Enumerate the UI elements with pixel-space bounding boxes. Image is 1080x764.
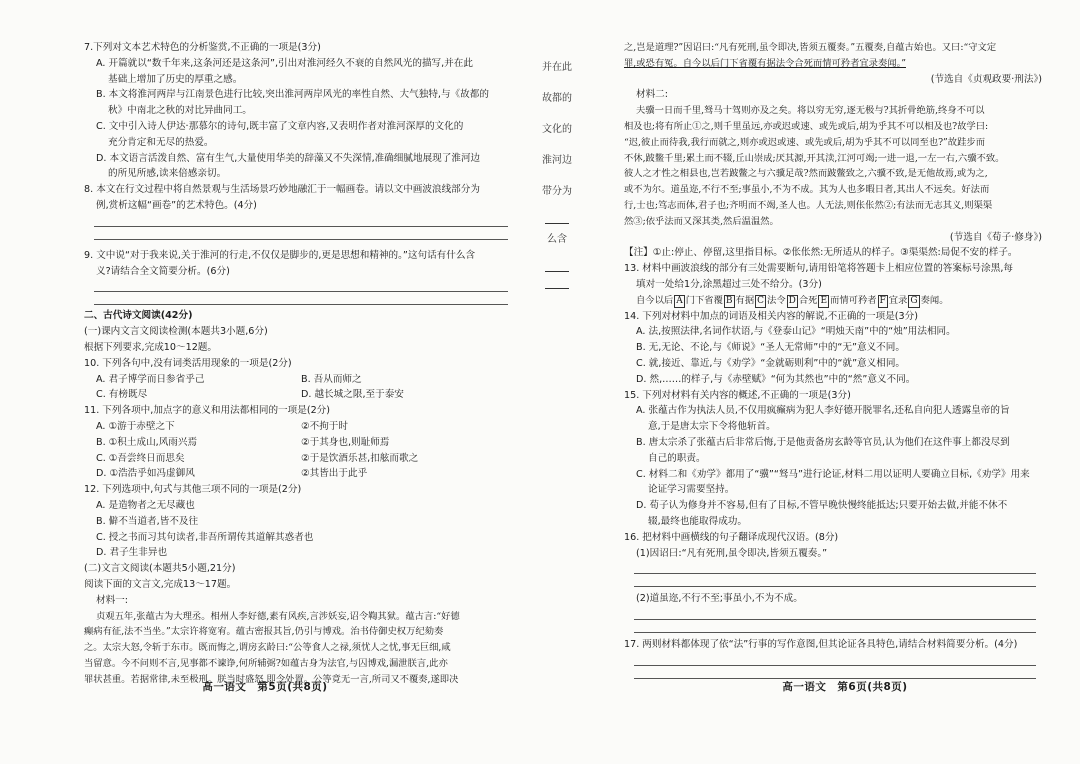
passage-line: 行,士也;笃志而体,君子也;齐明而不竭,圣人也。人无法,则伥伥然②;有法而无志其义,则渠渠 [624,199,993,211]
passage-line: “迟,彼止而待我,我行而就之,则亦或迟或速、或先或后,胡为乎其不可以同至也?”故跬步而 [624,136,985,148]
q11-option-c-2: ②于是饮酒乐甚,扣舷而歌之 [301,452,419,464]
q15-option-d: D. 荀子认为修身并不容易,但有了目标,不管早晚快慢终能抵达;只要开始去做,并能不休不 [636,500,1008,512]
margin-fragment: 淮河边 [542,155,572,166]
margin-line [545,217,569,224]
passage-line: 相及也;将有所止①之,则千里虽远,亦或迟或速、或先或后,胡为乎其不可以相及也?故学曰: [624,120,989,132]
q15-option-c-cont: 论证学习需要坚持。 [648,484,735,496]
passage-line: 之,岂是道理?”因诏曰:“凡有死刑,虽令即决,皆须五覆奏。”五覆奏,自蕴古始也。又曰:“守文定 [624,42,997,53]
segment-text: 奏闻。 [920,294,949,306]
passage-line: 罪状甚重。若据常律,未至极刑。朕当时盛怒,即令处置。公等竟无一言,所司又不覆奏,遂即决 [84,673,459,685]
q10-options-row [84,372,514,388]
q15-stem: 15. 下列对材料有关内容的概述,不正确的一项是(3分) [624,389,851,401]
q7-option-b: B. 本文将淮河两岸与江南景色进行比较,突出淮河两岸风光的率性自然、大气独特,与《故都的 [96,89,489,101]
q15-option-b: B. 唐太宗杀了张蕴古后非常后悔,于是他责备房玄龄等官员,认为他们在这件事上都没尽到 [636,436,1010,448]
q13-sentence [624,293,1042,309]
left-page [0,0,530,764]
q13-stem-cont: 填对一处给1分,涂黑超过三处不给分。(3分) [636,278,822,290]
q11-option-b-1: B. ①积土成山,风雨兴焉 [96,436,198,448]
q14-option-a: A. 法,按照法律,名词作状语,与《登泰山记》“明烛天南”中的“烛”用法相同。 [636,326,956,338]
q8-stem: 8. 本文在行文过程中将自然景观与生活场景巧妙地融汇于一幅画卷。请以文中画波浪线部分为 [84,184,480,196]
answer-line[interactable] [94,292,508,305]
q7-option-c-cont: 充分肯定和无尽的热爱。 [108,136,214,148]
source-citation: (节选自《贞观政要·刑法》) [930,73,1042,85]
break-option-b[interactable]: B [725,295,733,306]
q17-stem: 17. 两则材料都体现了依“法”行事的写作意图,但其论证各具特色,请结合材料简要分析。(4分) [624,639,1018,651]
q14-option-c: C. 就,接近、靠近,与《劝学》“金就砺则利”中的“就”意义相同。 [636,357,906,369]
q11-option-d-1: D. ①浩浩乎如冯虚御风 [96,468,195,480]
page-footer: 高一语文 第5页(共8页) [202,681,328,694]
q10-option-a: A. 君子博学而日参省乎己 [96,373,205,385]
q12-option-c: C. 授之书而习其句读者,非吾所谓传其道解其惑者也 [96,531,314,543]
q12-option-a: A. 是造物者之无尽藏也 [96,499,195,511]
q8-stem-cont: 例,赏析这幅“画卷”的艺术特色。(4分) [96,199,257,211]
instructions: 根据下列要求,完成10～12题。 [84,341,217,353]
q11-options-row [84,435,514,451]
q15-option-c: C. 材料二和《劝学》都用了“骥”“驽马”进行论证,材料二用以证明人要确立目标,《劝学》用来 [636,468,1030,480]
break-option-d[interactable]: D [788,295,796,306]
segment-text: 宜录 [888,294,908,306]
instructions: 阅读下面的文言文,完成13～17题。 [84,578,237,590]
margin-fragment: 带分为 [542,186,572,197]
material-1-title: 材料一: [96,594,129,606]
answer-line[interactable] [94,227,508,240]
passage-line: 之。太宗大怒,令斩于东市。既而悔之,谓房玄龄曰:“公等食人之禄,须忧人之忧,事无巨细,咸 [84,642,451,654]
subsection-title: (一)课内文言文阅读检测(本题共3小题,6分) [84,326,268,338]
q7-option-a-cont: 基础上增加了历史的厚重之感。 [108,73,243,85]
q10-stem: 10. 下列各句中,没有词类活用现象的一项是(2分) [84,357,292,369]
q12-option-b: B. 僻不当道者,皆不及往 [96,515,199,527]
answer-line[interactable] [94,279,508,292]
segment-text: 合死 [798,294,818,306]
q10-option-c: C. 有榜既尽 [96,389,148,401]
q9-stem-cont: 义?请结合全文简要分析。(6分) [96,265,230,277]
q10-option-d: D. 越长城之限,至于泰安 [301,389,404,401]
answer-line[interactable] [634,653,1036,666]
q7-option-c: C. 文中引入诗人伊达·那慕尔的诗句,既丰富了文章内容,又表明作者对淮河深厚的文化的 [96,120,464,132]
q15-option-a-cont: 意,于是唐太宗下令将他斩首。 [648,421,776,433]
break-option-c[interactable]: C [757,295,765,306]
segment-text: 有据 [735,294,755,306]
material-2-title: 材料二: [636,89,669,101]
passage-line: 贞观五年,张蕴古为大理丞。相州人李好德,素有风疾,言涉妖妄,诏令鞫其狱。蕴古言:“好德 [96,610,460,622]
margin-fragment: 么含 [547,234,567,245]
q11-option-c-1: C. ①吾尝终日而思矣 [96,452,185,464]
q7-option-d: D. 本文语言活泼自然、富有生气,大量使用华美的辞藻又不失深情,准确细腻地展现了淮河边 [96,152,481,164]
q9-stem: 9. 文中说“对于我来说,关于淮河的行走,不仅仅是脚步的,更是思想和精神的。”这句话有什么含 [84,249,476,261]
wavy-underlined-text: 罪,或恐有冤。自今以后门下省覆有据法令合死而情可矜者宜录奏闻。” [624,57,906,69]
q11-options-row [84,466,514,482]
q7-option-a: A. 开篇就以“数千年来,这条河还是这条河”,引出对淮河经久不衰的自然风光的描写,并在此 [96,57,473,69]
subsection-title: (二)文言文阅读(本题共5小题,21分) [84,563,236,575]
q7-stem: 7.下列对文本艺术特色的分析鉴赏,不正确的一项是(3分) [84,42,321,53]
q10-option-b: B. 吾从而师之 [301,373,362,385]
segment-text: 法令 [767,294,786,306]
annotation-note: 【注】①止:停止、停留,这里指目标。②伥伥然:无所适从的样子。③渠渠然:局促不安的样子。 [624,247,1018,259]
segment-text: 自今以后 [636,294,674,306]
answer-line[interactable] [94,214,508,227]
q16-sentence-1: (1)因诏曰:“凡有死刑,虽令即决,皆须五覆奏。” [636,547,828,559]
q10-options-row [84,387,514,403]
passage-line: 不休,跛鳖千里;累土而不辍,丘山崇成;厌其源,开其渎,江河可竭;一进一退,一左一右,六骥不致。 [624,152,1005,164]
answer-line[interactable] [634,666,1036,679]
section-title: 二、古代诗文阅读(42分) [84,310,193,322]
margin-fragment: 故都的 [542,93,572,104]
passage-line: 然③;依乎法而又深其类,然后温温然。 [624,215,779,227]
binding-margin [532,52,582,289]
q11-option-a-2: ②不拘于时 [301,420,348,432]
q11-option-a-1: A. ①游于赤壁之下 [96,420,175,432]
q12-stem: 12. 下列选项中,句式与其他三项不同的一项是(2分) [84,484,302,496]
q14-option-b: B. 无,无论、不论,与《师说》“圣人无常师”中的“无”意义不同。 [636,342,905,354]
segment-text: 门下省覆 [685,294,723,306]
passage-line: 癫病有征,法不当坐。”太宗许将宽宥。蕴古密报其旨,仍引与博戏。治书侍御史权万纪劾奏 [84,626,444,638]
q11-option-b-2: ②于其身也,则耻师焉 [301,436,390,448]
margin-fragment: 并在此 [542,62,572,73]
answer-line[interactable] [634,574,1036,587]
passage-line: 当留意。今不问则不言,见事都不谏诤,何所辅弼?如蕴古身为法官,与囚博戏,漏泄朕言,此亦 [84,657,448,669]
q14-stem: 14. 下列对材料中加点的词语及相关内容的解说,不正确的一项是(3分) [624,310,918,322]
passage-line: 夫骥一日而千里,驽马十驾则亦及之矣。将以穷无穷,逐无极与?其折骨绝筋,终身不可以 [636,105,985,117]
right-page [610,0,1080,764]
page-footer: 高一语文 第6页(共8页) [782,681,908,694]
margin-line [545,282,569,289]
q12-option-d: D. 君子生非异也 [96,547,168,559]
passage-line: 彼人之才性之相县也,岂若跛鳖之与六骥足哉?然而跛鳖致之,六骥不致,是无他故焉,或为之, [624,168,988,180]
answer-line[interactable] [634,620,1036,633]
q11-option-d-2: ②其皆出于此乎 [301,468,368,480]
passage-line [624,56,1042,72]
q15-option-b-cont: 自己的职责。 [648,452,706,464]
q15-option-d-cont: 辍,最终也能取得成功。 [648,515,747,527]
break-option-a[interactable]: A [676,295,683,306]
q7-option-b-cont: 秋》中南北之秋的对比异曲同工。 [108,105,252,117]
passage-line: 或不为尔。道虽迩,不行不至;事虽小,不为不成。其为人也多暇日者,其出人不远矣。好法而 [624,184,990,196]
q13-stem: 13. 材料中画波浪线的部分有三处需要断句,请用铅笔将答题卡上相应位置的答案标号涂黑,每 [624,263,1013,275]
break-option-g[interactable]: G [910,295,918,306]
q14-option-d: D. 然,……的样子,与《赤壁赋》“何为其然也”中的“然”意义不同。 [636,373,916,385]
q16-stem: 16. 把材料中画横线的句子翻译成现代汉语。(8分) [624,531,839,543]
answer-line[interactable] [634,561,1036,574]
break-option-e[interactable]: E [820,295,828,306]
segment-text: 而情可矜者 [830,294,877,306]
break-option-f[interactable]: F [879,295,886,306]
answer-line[interactable] [634,607,1036,620]
q15-option-a: A. 张蕴古作为执法人员,不仅用疯癫病为犯人李好德开脱罪名,还私自向犯人透露皇帝的旨 [636,405,1010,417]
q11-stem: 11. 下列各项中,加点字的意义和用法都相同的一项是(2分) [84,405,331,417]
q7-option-d-cont: 的所见所感,读来倍感亲切。 [108,168,227,180]
q11-options-row [84,419,514,435]
q16-sentence-2: (2)道虽迩,不行不至;事虽小,不为不成。 [636,593,803,605]
margin-fragment: 文化的 [542,124,572,135]
q11-options-row [84,451,514,467]
source-citation: (节选自《荀子·修身》) [949,231,1042,243]
margin-line [545,265,569,272]
